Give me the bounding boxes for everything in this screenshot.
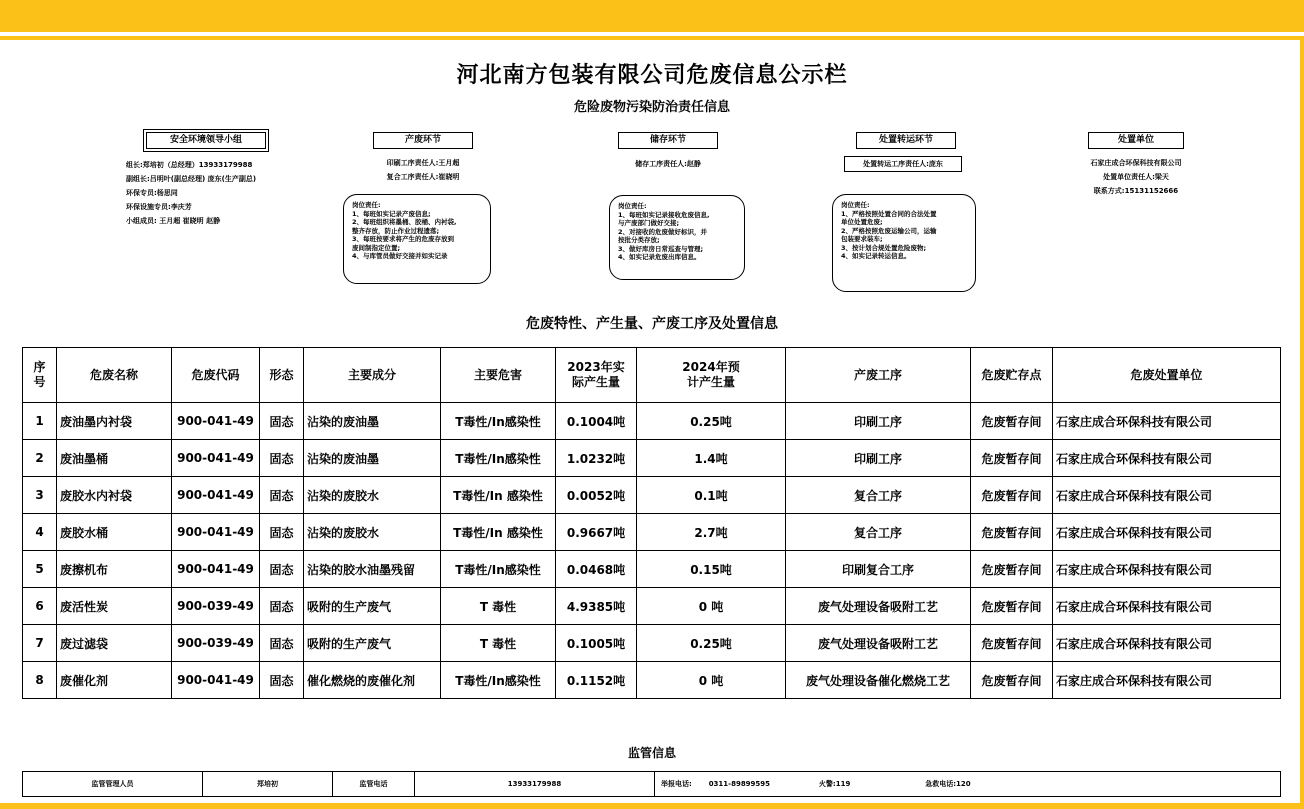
- production-process-cell: 复合工序: [786, 514, 971, 551]
- page-subtitle: 危险废物污染防治责任信息: [573, 100, 730, 115]
- actual-2023-cell: 0.1152吨: [556, 662, 637, 699]
- waste-name-cell: 废活性炭: [57, 588, 172, 625]
- disposal-unit-cell: 石家庄成合环保科技有限公司: [1053, 514, 1281, 551]
- emergency-phone: 急救电话:120: [925, 780, 971, 788]
- column-header: 危废名称: [57, 348, 172, 403]
- leader-group: [126, 132, 306, 228]
- table-section-title: 危废特性、产生量、产废工序及处置信息: [526, 316, 778, 332]
- waste-code-cell: 900-039-49: [172, 588, 260, 625]
- disposal-unit-cell: 石家庄成合环保科技有限公司: [1053, 403, 1281, 440]
- row-number-cell: 5: [23, 551, 57, 588]
- table-row: [23, 477, 1281, 514]
- actual-2023-cell: 0.0052吨: [556, 477, 637, 514]
- table-row: [23, 625, 1281, 662]
- main-hazard-cell: T毒性/In感染性: [441, 662, 556, 699]
- waste-name-cell: 废胶水桶: [57, 514, 172, 551]
- estimate-2024-cell: 0.15吨: [637, 551, 786, 588]
- table-row: [23, 662, 1281, 699]
- waste-code-cell: 900-041-49: [172, 477, 260, 514]
- disposal-unit-cell: 石家庄成合环保科技有限公司: [1053, 440, 1281, 477]
- manager-label: 监管管理人员: [23, 772, 203, 797]
- right-border: [1300, 40, 1304, 809]
- actual-2023-cell: 0.1004吨: [556, 403, 637, 440]
- estimate-2024-cell: 0.25吨: [637, 625, 786, 662]
- main-component-cell: 沾染的废胶水: [304, 477, 441, 514]
- disposal-line: 处置单位责任人:梁天: [1103, 173, 1169, 181]
- column-header: 主要成分: [304, 348, 441, 403]
- storage-line: 储存工序责任人:赵静: [635, 160, 701, 168]
- top-divider: [0, 36, 1304, 40]
- column-header: 序号: [23, 348, 57, 403]
- main-component-cell: 沾染的废胶水: [304, 514, 441, 551]
- disposal-line: 联系方式:15131152666: [1093, 187, 1179, 195]
- estimate-2024-cell: 2.7吨: [637, 514, 786, 551]
- column-header: 2023年实际产生量: [556, 348, 637, 403]
- table-row: [23, 551, 1281, 588]
- waste-code-cell: 900-041-49: [172, 440, 260, 477]
- row-number-cell: 7: [23, 625, 57, 662]
- row-number-cell: 8: [23, 662, 57, 699]
- waste-code-cell: 900-039-49: [172, 625, 260, 662]
- waste-name-cell: 废胶水内衬袋: [57, 477, 172, 514]
- actual-2023-cell: 0.9667吨: [556, 514, 637, 551]
- leader-line: 副组长:吕明叶(副总经理) 庞东(生产副总): [126, 175, 257, 183]
- main-hazard-cell: T毒性/In感染性: [441, 551, 556, 588]
- production-process-cell: 废气处理设备吸附工艺: [786, 588, 971, 625]
- waste-form-cell: 固态: [260, 514, 304, 551]
- waste-name-cell: 废油墨内衬袋: [57, 403, 172, 440]
- production-duty: 岗位责任: 1、每班如实记录产废信息; 2、每班组织将墨桶、胶桶、内衬袋, 整齐存放，防止作业过程遗落; 3、每班按要求将产生的危废存放到 废间制指定位置; 4、与库管员做好交接并如实记录: [343, 194, 491, 284]
- disposal-stage: [1066, 132, 1206, 198]
- waste-form-cell: 固态: [260, 551, 304, 588]
- supervision-table: [22, 771, 1281, 797]
- waste-form-cell: 固态: [260, 588, 304, 625]
- manager-name: 郑培初: [203, 772, 333, 797]
- waste-code-cell: 900-041-49: [172, 403, 260, 440]
- hotlines: [655, 772, 1281, 797]
- disposal-unit-cell: 石家庄成合环保科技有限公司: [1053, 625, 1281, 662]
- leader-line: 环保设施专员:李庆芳: [126, 203, 192, 211]
- waste-name-cell: 废油墨桶: [57, 440, 172, 477]
- main-hazard-cell: T毒性/In感染性: [441, 403, 556, 440]
- production-process-cell: 废气处理设备吸附工艺: [786, 625, 971, 662]
- column-header: 产废工序: [786, 348, 971, 403]
- report-label: 举报电话:: [661, 780, 692, 788]
- actual-2023-cell: 0.1005吨: [556, 625, 637, 662]
- waste-code-cell: 900-041-49: [172, 551, 260, 588]
- waste-form-cell: 固态: [260, 662, 304, 699]
- production-process-cell: 印刷工序: [786, 440, 971, 477]
- storage-point-cell: 危废暂存间: [971, 440, 1053, 477]
- hazardous-waste-table: [22, 347, 1281, 699]
- waste-name-cell: 废催化剂: [57, 662, 172, 699]
- report-phone: 0311-89899595: [708, 780, 771, 788]
- column-header: 危废贮存点: [971, 348, 1053, 403]
- main-component-cell: 沾染的废油墨: [304, 403, 441, 440]
- disposal-unit-cell: 石家庄成合环保科技有限公司: [1053, 662, 1281, 699]
- leader-group-label: 安全环境领导小组: [146, 132, 266, 149]
- fire-phone: 火警:119: [818, 780, 851, 788]
- column-header: 主要危害: [441, 348, 556, 403]
- production-label: 产废环节: [373, 132, 473, 149]
- transfer-duty: 岗位责任: 1、严格按照处置合同的合法处置 单位处置危废; 2、严格按照危废运输公司，运输 包装要求装车; 3、按计划合规处置危险废物; 4、如实记录转运信息。: [832, 194, 976, 292]
- supervision-title: 监管信息: [627, 746, 676, 760]
- waste-code-cell: 900-041-49: [172, 514, 260, 551]
- table-row: [23, 588, 1281, 625]
- main-component-cell: 吸附的生产废气: [304, 588, 441, 625]
- phone-value: 13933179988: [415, 772, 655, 797]
- waste-form-cell: 固态: [260, 477, 304, 514]
- table-row: [23, 514, 1281, 551]
- column-header: 形态: [260, 348, 304, 403]
- row-number-cell: 4: [23, 514, 57, 551]
- production-process-cell: 印刷复合工序: [786, 551, 971, 588]
- storage-point-cell: 危废暂存间: [971, 625, 1053, 662]
- main-component-cell: 催化燃烧的废催化剂: [304, 662, 441, 699]
- phone-label: 监管电话: [333, 772, 415, 797]
- production-stage: [353, 132, 493, 184]
- storage-point-cell: 危废暂存间: [971, 514, 1053, 551]
- waste-form-cell: 固态: [260, 625, 304, 662]
- main-hazard-cell: T毒性/In感染性: [441, 440, 556, 477]
- main-component-cell: 沾染的胶水油墨残留: [304, 551, 441, 588]
- estimate-2024-cell: 0 吨: [637, 662, 786, 699]
- storage-point-cell: 危废暂存间: [971, 403, 1053, 440]
- storage-point-cell: 危废暂存间: [971, 477, 1053, 514]
- disposal-label: 处置单位: [1088, 132, 1184, 149]
- column-header: 2024年预计产生量: [637, 348, 786, 403]
- main-hazard-cell: T 毒性: [441, 625, 556, 662]
- transfer-label: 处置转运环节: [856, 132, 956, 149]
- row-number-cell: 1: [23, 403, 57, 440]
- transfer-stage: [836, 132, 976, 172]
- waste-name-cell: 废过滤袋: [57, 625, 172, 662]
- disposal-unit-cell: 石家庄成合环保科技有限公司: [1053, 588, 1281, 625]
- table-row: [23, 403, 1281, 440]
- main-hazard-cell: T 毒性: [441, 588, 556, 625]
- storage-point-cell: 危废暂存间: [971, 662, 1053, 699]
- disposal-unit-cell: 石家庄成合环保科技有限公司: [1053, 477, 1281, 514]
- leader-line: 组长:郑培初（总经理）13933179988: [126, 161, 253, 169]
- estimate-2024-cell: 1.4吨: [637, 440, 786, 477]
- column-header: 危废处置单位: [1053, 348, 1281, 403]
- row-number-cell: 3: [23, 477, 57, 514]
- storage-stage: [598, 132, 738, 171]
- waste-form-cell: 固态: [260, 403, 304, 440]
- bottom-border: [0, 803, 1304, 809]
- production-process-cell: 复合工序: [786, 477, 971, 514]
- estimate-2024-cell: 0.1吨: [637, 477, 786, 514]
- production-process-cell: 印刷工序: [786, 403, 971, 440]
- leader-line: 小组成员: 王月超 崔晓明 赵静: [126, 217, 221, 225]
- waste-form-cell: 固态: [260, 440, 304, 477]
- disposal-line: 石家庄成合环保科技有限公司: [1090, 159, 1182, 167]
- table-row: [23, 440, 1281, 477]
- transfer-line: 处置转运工序责任人:庞东: [844, 156, 962, 172]
- production-line: 印刷工序责任人:王月超: [386, 159, 460, 167]
- disposal-unit-cell: 石家庄成合环保科技有限公司: [1053, 551, 1281, 588]
- page-title: 河北南方包装有限公司危废信息公示栏: [456, 63, 848, 88]
- main-component-cell: 沾染的废油墨: [304, 440, 441, 477]
- estimate-2024-cell: 0 吨: [637, 588, 786, 625]
- top-banner: [0, 0, 1304, 32]
- production-line: 复合工序责任人:崔晓明: [386, 173, 460, 181]
- actual-2023-cell: 1.0232吨: [556, 440, 637, 477]
- main-component-cell: 吸附的生产废气: [304, 625, 441, 662]
- actual-2023-cell: 4.9385吨: [556, 588, 637, 625]
- row-number-cell: 2: [23, 440, 57, 477]
- storage-point-cell: 危废暂存间: [971, 551, 1053, 588]
- estimate-2024-cell: 0.25吨: [637, 403, 786, 440]
- storage-point-cell: 危废暂存间: [971, 588, 1053, 625]
- leader-line: 环保专员:杨思同: [126, 189, 178, 197]
- table-header-row: [23, 348, 1281, 403]
- main-hazard-cell: T毒性/In 感染性: [441, 477, 556, 514]
- row-number-cell: 6: [23, 588, 57, 625]
- storage-duty: 岗位责任: 1、每班如实记录接收危废信息, 与产废部门做好交接; 2、对接收的危废做好标识，并 按批分类存放; 3、做好库房日常巡查与管理; 4、如实记录危废出库信息。: [609, 195, 745, 280]
- column-header: 危废代码: [172, 348, 260, 403]
- actual-2023-cell: 0.0468吨: [556, 551, 637, 588]
- main-hazard-cell: T毒性/In 感染性: [441, 514, 556, 551]
- waste-code-cell: 900-041-49: [172, 662, 260, 699]
- storage-label: 储存环节: [618, 132, 718, 149]
- production-process-cell: 废气处理设备催化燃烧工艺: [786, 662, 971, 699]
- waste-name-cell: 废擦机布: [57, 551, 172, 588]
